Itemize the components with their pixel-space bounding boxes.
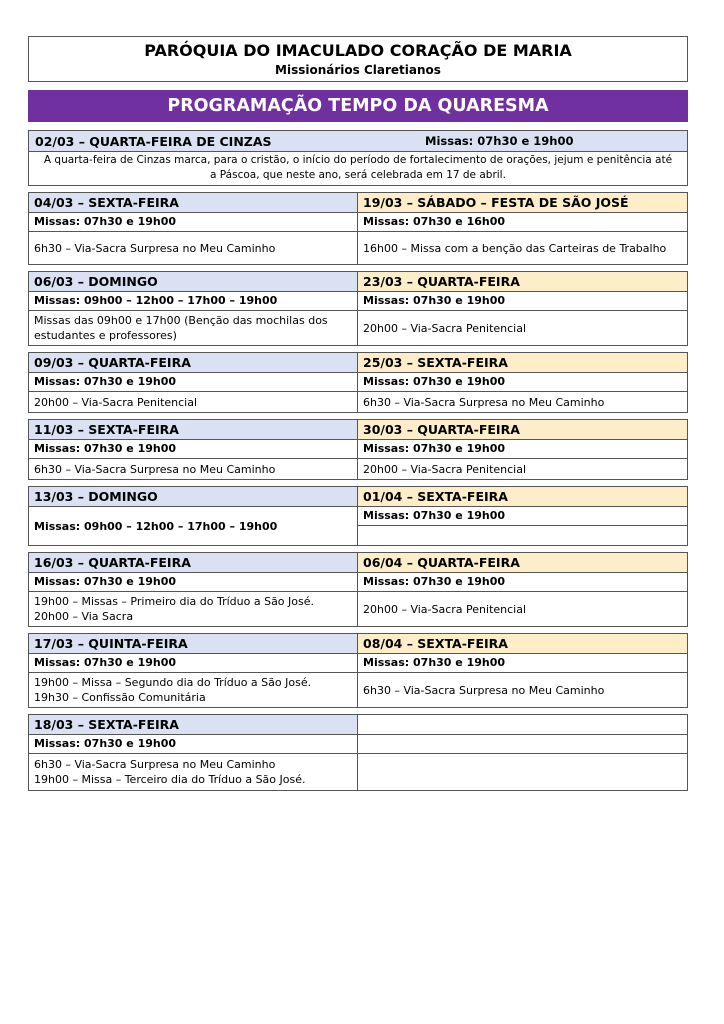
day-card-left bbox=[28, 552, 358, 627]
ash-wednesday-title: 02/03 – QUARTA-FEIRA DE CINZAS bbox=[35, 133, 272, 149]
event-line: 20h00 – Via-Sacra Penitencial bbox=[34, 395, 198, 409]
day-masses: Missas: 07h30 e 19h00 bbox=[358, 573, 687, 592]
day-events bbox=[358, 673, 687, 707]
event-line: 20h00 – Via-Sacra Penitencial bbox=[363, 321, 527, 335]
day-title: 19/03 – SÁBADO – FESTA DE SÃO JOSÉ bbox=[358, 193, 687, 213]
event-line: 16h00 – Missa com a benção das Carteiras de Trabalho bbox=[363, 241, 667, 255]
day-block bbox=[28, 633, 688, 708]
day-events bbox=[29, 459, 357, 479]
day-card-left bbox=[28, 486, 358, 546]
parish-title: PARÓQUIA DO IMACULADO CORAÇÃO DE MARIA bbox=[144, 41, 572, 60]
day-card-left bbox=[28, 633, 358, 708]
empty-title-cell bbox=[358, 715, 687, 735]
day-events bbox=[358, 526, 687, 545]
day-card-right bbox=[358, 633, 688, 708]
day-block bbox=[28, 192, 688, 265]
event-line: 20h00 – Via Sacra bbox=[34, 610, 134, 623]
day-card-left bbox=[28, 714, 358, 791]
day-masses: Missas: 07h30 e 16h00 bbox=[358, 213, 687, 232]
day-events bbox=[358, 459, 687, 479]
day-block bbox=[28, 486, 688, 546]
day-block bbox=[28, 714, 688, 791]
day-title: 09/03 – QUARTA-FEIRA bbox=[29, 353, 357, 373]
event-line: 19h00 – Missa – Terceiro dia do Tríduo a São José. bbox=[34, 773, 306, 786]
day-title: 25/03 – SEXTA-FEIRA bbox=[358, 353, 687, 373]
day-title: 17/03 – QUINTA-FEIRA bbox=[29, 634, 357, 654]
event-line: 20h00 – Via-Sacra Penitencial bbox=[363, 462, 527, 476]
schedule-page bbox=[28, 36, 688, 791]
day-events bbox=[29, 673, 357, 707]
day-title: 23/03 – QUARTA-FEIRA bbox=[358, 272, 687, 292]
event-line: 19h30 – Confissão Comunitária bbox=[34, 691, 206, 704]
parish-subtitle: Missionários Claretianos bbox=[275, 63, 441, 77]
event-line: 6h30 – Via-Sacra Surpresa no Meu Caminho bbox=[34, 462, 276, 476]
day-card-left bbox=[28, 352, 358, 413]
day-masses: Missas: 07h30 e 19h00 bbox=[358, 440, 687, 459]
day-masses: Missas: 07h30 e 19h00 bbox=[358, 373, 687, 392]
description-line-1: A quarta-feira de Cinzas marca, para o cristão, o início do período de fortalecimento de orações, jejum e penitência até bbox=[43, 154, 673, 166]
day-title: 11/03 – SEXTA-FEIRA bbox=[29, 420, 357, 440]
day-masses: Missas: 07h30 e 19h00 bbox=[29, 373, 357, 392]
ash-wednesday-masses: Missas: 07h30 e 19h00 bbox=[425, 134, 574, 148]
day-block bbox=[28, 552, 688, 627]
day-card-right bbox=[358, 352, 688, 413]
empty-day-card bbox=[358, 714, 688, 791]
event-line: 20h00 – Via-Sacra Penitencial bbox=[363, 602, 527, 616]
day-events bbox=[358, 592, 687, 626]
day-events bbox=[358, 232, 687, 264]
ash-wednesday-header bbox=[29, 131, 687, 152]
day-events bbox=[29, 392, 357, 412]
description-line-2: a Páscoa, que neste ano, será celebrada em 17 de abril. bbox=[210, 169, 506, 181]
day-title: 08/04 – SEXTA-FEIRA bbox=[358, 634, 687, 654]
day-block bbox=[28, 419, 688, 480]
day-events bbox=[29, 232, 357, 264]
day-title: 30/03 – QUARTA-FEIRA bbox=[358, 420, 687, 440]
day-title: 13/03 – DOMINGO bbox=[29, 487, 357, 507]
day-masses: Missas: 09h00 – 12h00 – 17h00 – 19h00 bbox=[34, 519, 278, 533]
day-title: 06/04 – QUARTA-FEIRA bbox=[358, 553, 687, 573]
day-events bbox=[358, 311, 687, 345]
ash-wednesday-block bbox=[28, 130, 688, 186]
empty-masses-cell bbox=[358, 735, 687, 754]
day-events bbox=[358, 392, 687, 412]
day-masses: Missas: 07h30 e 19h00 bbox=[29, 654, 357, 673]
day-block bbox=[28, 271, 688, 346]
day-card-left bbox=[28, 271, 358, 346]
day-masses: Missas: 07h30 e 19h00 bbox=[29, 440, 357, 459]
day-events bbox=[29, 754, 357, 790]
day-masses: Missas: 07h30 e 19h00 bbox=[358, 507, 687, 526]
lent-banner: PROGRAMAÇÃO TEMPO DA QUARESMA bbox=[28, 90, 688, 122]
day-title: 16/03 – QUARTA-FEIRA bbox=[29, 553, 357, 573]
day-masses: Missas: 07h30 e 19h00 bbox=[358, 292, 687, 311]
day-masses: Missas: 07h30 e 19h00 bbox=[29, 213, 357, 232]
day-title: 04/03 – SEXTA-FEIRA bbox=[29, 193, 357, 213]
event-line: 19h00 – Missa – Segundo dia do Tríduo a São José. bbox=[34, 676, 312, 689]
event-line: 6h30 – Via-Sacra Surpresa no Meu Caminho bbox=[363, 395, 605, 409]
day-card-right bbox=[358, 552, 688, 627]
event-line: 6h30 – Via-Sacra Surpresa no Meu Caminho bbox=[34, 241, 276, 255]
ash-wednesday-description bbox=[29, 152, 687, 185]
day-block bbox=[28, 352, 688, 413]
day-events bbox=[29, 311, 357, 345]
day-title: 06/03 – DOMINGO bbox=[29, 272, 357, 292]
event-line: Missas das 09h00 e 17h00 (Benção das mochilas dos estudantes e professores) bbox=[34, 314, 328, 342]
day-card-right bbox=[358, 271, 688, 346]
event-line: 6h30 – Via-Sacra Surpresa no Meu Caminho bbox=[34, 758, 276, 771]
day-card-left bbox=[28, 419, 358, 480]
day-events bbox=[29, 592, 357, 626]
day-card-right bbox=[358, 486, 688, 546]
parish-header bbox=[28, 36, 688, 82]
day-title: 01/04 – SEXTA-FEIRA bbox=[358, 487, 687, 507]
day-card-right bbox=[358, 192, 688, 265]
day-card-left bbox=[28, 192, 358, 265]
day-title: 18/03 – SEXTA-FEIRA bbox=[29, 715, 357, 735]
day-masses: Missas: 09h00 – 12h00 – 17h00 – 19h00 bbox=[29, 292, 357, 311]
day-masses: Missas: 07h30 e 19h00 bbox=[29, 735, 357, 754]
event-line: 19h00 – Missas – Primeiro dia do Tríduo a São José. bbox=[34, 595, 315, 608]
schedule-grid bbox=[28, 192, 688, 791]
day-card-right bbox=[358, 419, 688, 480]
day-masses: Missas: 07h30 e 19h00 bbox=[29, 573, 357, 592]
event-line: 6h30 – Via-Sacra Surpresa no Meu Caminho bbox=[363, 683, 605, 697]
day-masses: Missas: 07h30 e 19h00 bbox=[358, 654, 687, 673]
